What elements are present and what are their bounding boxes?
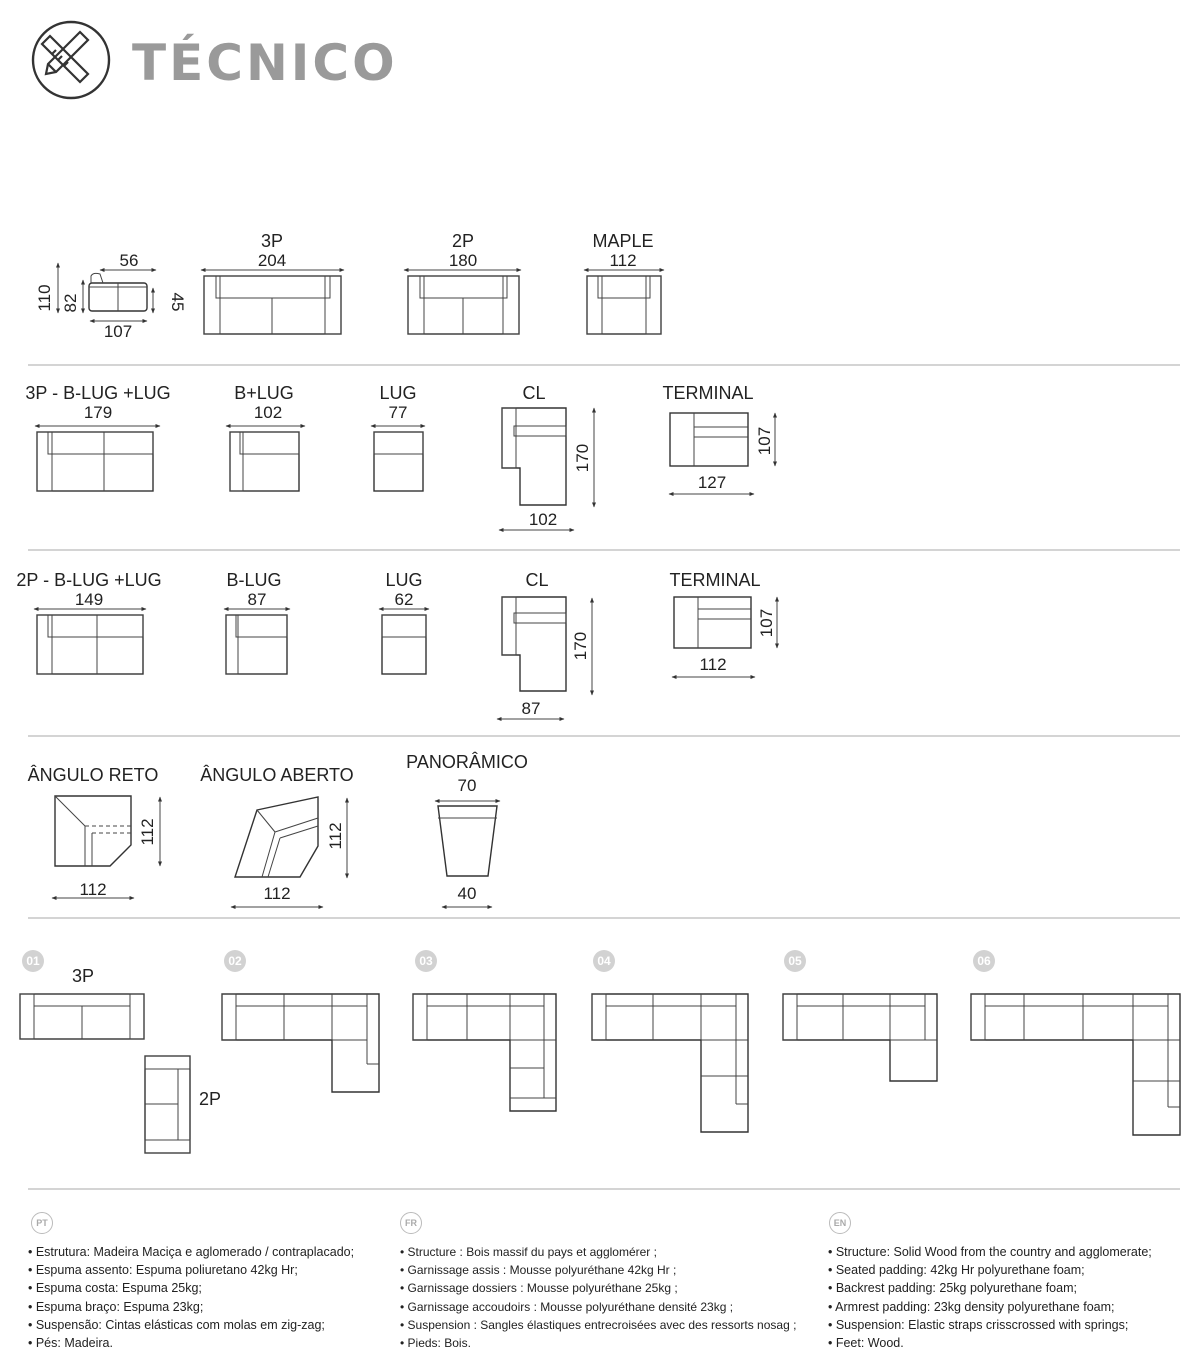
row3-2p-dim: 149 — [74, 590, 104, 609]
row2-3p-name: 3P - B-LUG +LUG — [25, 383, 171, 403]
row2-lug — [371, 383, 425, 491]
maple-name: MAPLE — [592, 231, 654, 251]
side-height-back: 82 — [61, 293, 80, 313]
row3-cl-name: CL — [525, 570, 549, 590]
spec-pt-line: • Espuma braço: Espuma 23kg; — [28, 1299, 204, 1314]
svg-text:06: 06 — [977, 954, 991, 968]
angulo-reto — [28, 765, 160, 899]
spec-fr-line: • Structure : Bois massif du pays et agglomérer ; — [400, 1245, 657, 1259]
row2-terminal-width: 127 — [697, 473, 727, 492]
side-width: 56 — [119, 251, 139, 270]
spec-fr-line: • Garnissage dossiers : Mousse polyuréthane 25kg ; — [400, 1281, 678, 1296]
row3-cl-width: 87 — [521, 699, 541, 718]
sofa-2p-name: 2P — [451, 231, 475, 251]
sofa-2p-dim: 180 — [448, 251, 478, 270]
config-badges — [22, 950, 995, 972]
svg-text:05: 05 — [788, 954, 802, 968]
row2-terminal — [662, 383, 775, 494]
angulo-aberto-name: ÂNGULO ABERTO — [200, 765, 354, 785]
row3-terminal-width: 112 — [699, 655, 727, 674]
row3-lug-dim: 62 — [394, 590, 414, 609]
spec-fr — [400, 1243, 796, 1352]
sofa-3p-name: 3P — [260, 231, 284, 251]
row3-2p-name: 2P - B-LUG +LUG — [16, 570, 162, 590]
config-04 — [592, 994, 748, 1132]
config-03 — [413, 994, 556, 1111]
row2-cl-height: 170 — [573, 443, 592, 473]
side-height-total: 110 — [35, 284, 54, 312]
spec-fr-line: • Suspension : Sangles élastiques entrecroisées avec des ressorts nosag ; — [400, 1317, 797, 1332]
panoramico — [406, 752, 528, 907]
badge-01 — [22, 950, 44, 972]
row3-cl-height: 170 — [571, 631, 590, 661]
row3-2p-blug-lug — [16, 570, 161, 674]
spec-en-line: • Structure: Solid Wood from the country and agglomerate; — [828, 1245, 1152, 1259]
spec-en-line: • Backrest padding: 25kg polyurethane foam; — [828, 1281, 1077, 1296]
badge-06 — [973, 950, 995, 972]
side-height-seat: 45 — [168, 292, 187, 312]
pencil-ruler-icon — [42, 32, 88, 82]
badge-02 — [224, 950, 246, 972]
spec-fr-line: • Garnissage assis : Mousse polyuréthane 42kg Hr ; — [400, 1263, 677, 1278]
angulo-reto-height: 112 — [138, 818, 157, 846]
row3-blug-name: B-LUG — [226, 570, 282, 590]
spec-fr-line: • Garnissage accoudoirs : Mousse polyuréthane densité 23kg ; — [400, 1299, 734, 1314]
spec-fr-line: • Pieds: Bois. — [400, 1336, 471, 1351]
row2-terminal-height: 107 — [755, 426, 774, 456]
config-01-3p-label: 3P — [71, 966, 95, 986]
row2-3p-blug-lug — [25, 383, 170, 491]
lang-badge-pt: PT — [31, 1212, 53, 1234]
spec-en — [828, 1243, 1152, 1352]
row3-blug-dim: 87 — [247, 590, 267, 609]
angulo-aberto — [200, 765, 353, 907]
row3-terminal — [669, 570, 777, 677]
side-depth: 107 — [103, 322, 133, 341]
svg-text:03: 03 — [419, 954, 433, 968]
svg-text:04: 04 — [597, 954, 611, 968]
angulo-reto-width: 112 — [79, 880, 107, 899]
logo — [33, 22, 109, 98]
maple-dim: 112 — [609, 251, 637, 270]
row2-blug — [226, 383, 305, 491]
spec-pt-line: • Estrutura: Madeira Maciça e aglomerado / contraplacado; — [28, 1245, 355, 1259]
angulo-aberto-height: 112 — [326, 822, 345, 850]
row3-lug-name: LUG — [385, 570, 423, 590]
angulo-aberto-width: 112 — [263, 884, 291, 903]
maple-armchair — [584, 231, 664, 334]
row3-lug — [379, 570, 429, 674]
row2-lug-name: LUG — [379, 383, 417, 403]
svg-text:01: 01 — [26, 954, 40, 968]
svg-text:02: 02 — [228, 954, 242, 968]
spec-pt-line: • Pés: Madeira. — [28, 1336, 113, 1351]
config-01-2p-label: 2P — [198, 1089, 222, 1109]
angulo-reto-name: ÂNGULO RETO — [27, 765, 159, 785]
panoramico-bottom: 40 — [457, 884, 477, 903]
panoramico-name: PANORÂMICO — [406, 752, 528, 772]
spec-en-line: • Feet: Wood. — [828, 1336, 904, 1351]
row3-cl — [497, 570, 592, 719]
spec-pt-line: • Suspensão: Cintas elásticas com molas em zig-zag; — [28, 1317, 325, 1332]
spec-en-line: • Suspension: Elastic straps crisscrossed with springs; — [828, 1317, 1129, 1332]
config-05 — [783, 994, 937, 1081]
badge-03 — [415, 950, 437, 972]
row2-blug-dim: 102 — [253, 403, 283, 422]
sofa-3p — [201, 231, 344, 334]
badge-05 — [784, 950, 806, 972]
spec-pt-line: • Espuma assento: Espuma poliuretano 42kg Hr; — [28, 1263, 298, 1278]
row2-cl-width: 102 — [528, 510, 558, 529]
spec-pt — [28, 1243, 354, 1352]
config-06 — [971, 994, 1180, 1135]
sofa-2p — [404, 231, 521, 334]
row2-3p-dim: 179 — [83, 403, 113, 422]
lang-badge-en: EN — [829, 1212, 851, 1234]
spec-en-line: • Armrest padding: 23kg density polyurethane foam; — [828, 1299, 1115, 1314]
row3-terminal-height: 107 — [757, 608, 776, 638]
config-02 — [222, 994, 379, 1092]
sofa-3p-dim: 204 — [257, 251, 287, 270]
lang-badge-fr: FR — [400, 1212, 422, 1234]
side-view — [35, 251, 187, 341]
row2-cl — [499, 383, 594, 530]
config-01 — [20, 966, 221, 1153]
spec-pt-line: • Espuma costa: Espuma 25kg; — [28, 1281, 202, 1296]
row2-lug-dim: 77 — [388, 403, 408, 422]
row2-terminal-name: TERMINAL — [662, 383, 754, 403]
spec-en-line: • Seated padding: 42kg Hr polyurethane foam; — [828, 1263, 1085, 1278]
row3-blug — [224, 570, 290, 674]
row2-blug-name: B+LUG — [234, 383, 294, 403]
row3-terminal-name: TERMINAL — [669, 570, 761, 590]
page-title: TÉCNICO — [132, 34, 398, 92]
badge-04 — [593, 950, 615, 972]
panoramico-top: 70 — [457, 776, 477, 795]
row2-cl-name: CL — [522, 383, 546, 403]
